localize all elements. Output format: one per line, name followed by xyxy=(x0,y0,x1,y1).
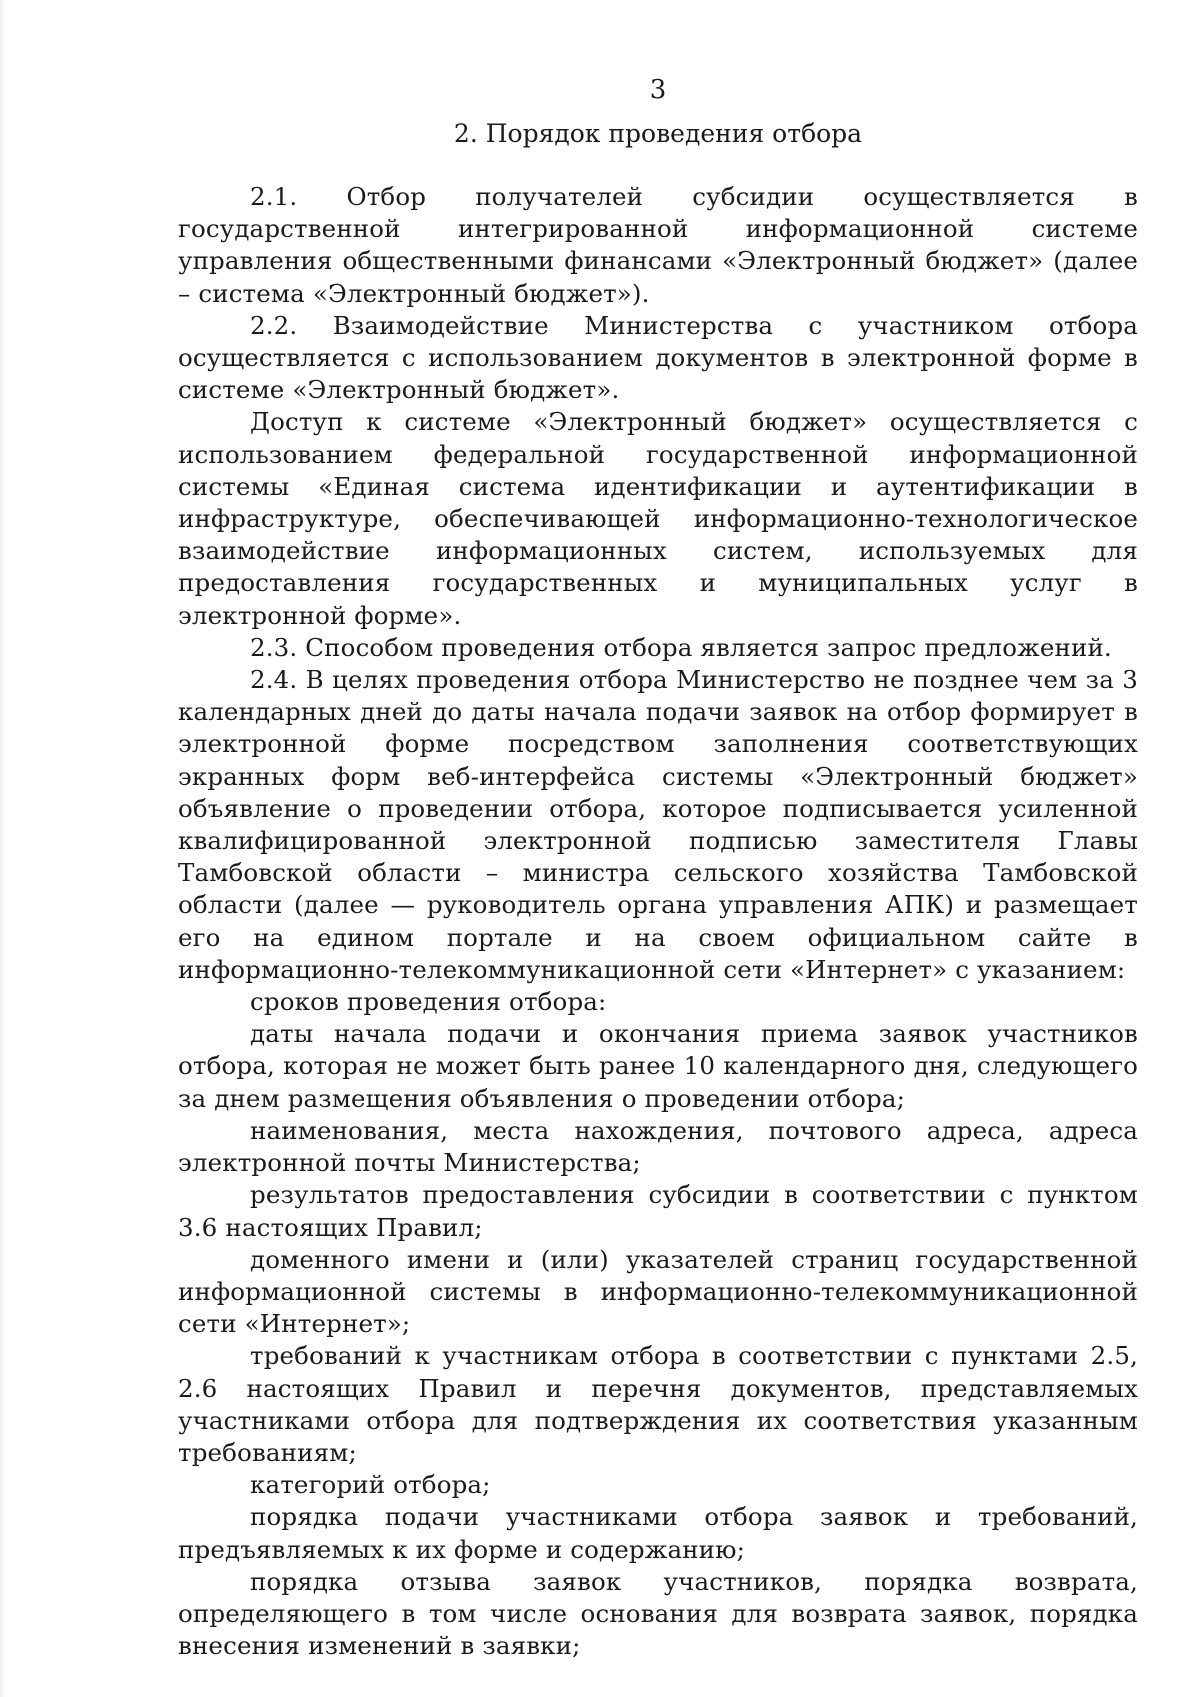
scan-edge xyxy=(0,0,6,1697)
list-item-submission-order: порядка подачи участниками отбора заявок и требований, предъявляемых к их форме и содержанию; xyxy=(178,1502,1138,1564)
list-item-ministry-contacts: наименования, места нахождения, почтового адреса, адреса электронной почты Министерства; xyxy=(178,1115,1138,1178)
list-item-requirements: требований к участникам отбора в соответствии с пунктами 2.5, 2.6 настоящих Правил и перечня документов, представляемых участниками отбора для подтверждения их соответствия указанным требованиям; xyxy=(178,1341,1138,1467)
paragraph-access: Доступ к системе «Электронный бюджет» осуществляется с использованием федеральной государственной информационной системы «Единая система идентификации и аутентификации в инфраструктуре, обеспечивающей информационно-технологическое взаимодействие информационных систем, используемых для предоставления государственных и муниципальных услуг в электронной форме». xyxy=(178,407,1138,630)
section-title: 2. Порядок проведения отбора xyxy=(453,119,863,148)
paragraph-2-2: 2.2. Взаимодействие Министерства с участником отбора осуществляется с использованием документов в электронной форме в системе «Электронный бюджет». xyxy=(178,310,1138,405)
list-item-dates: даты начала подачи и окончания приема заявок участников отбора, которая не может быть ранее 10 календарного дня, следующего за днем размещения объявления о проведении отбора; xyxy=(178,1019,1138,1113)
paragraph-2-4: 2.4. В целях проведения отбора Министерство не позднее чем за 3 календарных дней до даты начала подачи заявок на отбор формирует в электронной форме посредством заполнения соответствующих экранных форм веб-интерфейса системы «Электронный бюджет» объявление о проведении отбора, которое подписывается усиленной квалифицированной электронной подписью заместителя Главы Тамбовской области – министра сельского хозяйства Тамбовской области (далее — руководитель органа управления АПК) и размещает его на едином портале и на своем официальном сайте в информационно-телекоммуникационной сети «Интернет» с указанием: xyxy=(178,665,1138,984)
page-number: 3 xyxy=(649,75,667,105)
list-item-withdrawal-order: порядка отзыва заявок участников, порядка возврата, определяющего в том числе основания для возврата заявок, порядка внесения изменений в заявки; xyxy=(178,1566,1138,1661)
paragraph-2-3: 2.3. Способом проведения отбора является запрос предложений. xyxy=(250,632,1112,662)
list-item-terms: сроков проведения отбора: xyxy=(250,987,607,1017)
document-body xyxy=(178,181,1138,1662)
paragraph-2-1: 2.1. Отбор получателей субсидии осуществляется в государственной интегрированной информационной системе управления общественными финансами «Электронный бюджет» (далее – система «Электронный бюджет»). xyxy=(178,182,1138,308)
list-item-domain-name: доменного имени и (или) указателей страниц государственной информационной системы в информационно-телекоммуникационной сети «Интернет»; xyxy=(178,1244,1138,1339)
list-item-categories: категорий отбора; xyxy=(250,1470,491,1500)
list-item-results: результатов предоставления субсидии в соответствии с пунктом 3.6 настоящих Правил; xyxy=(178,1180,1138,1242)
